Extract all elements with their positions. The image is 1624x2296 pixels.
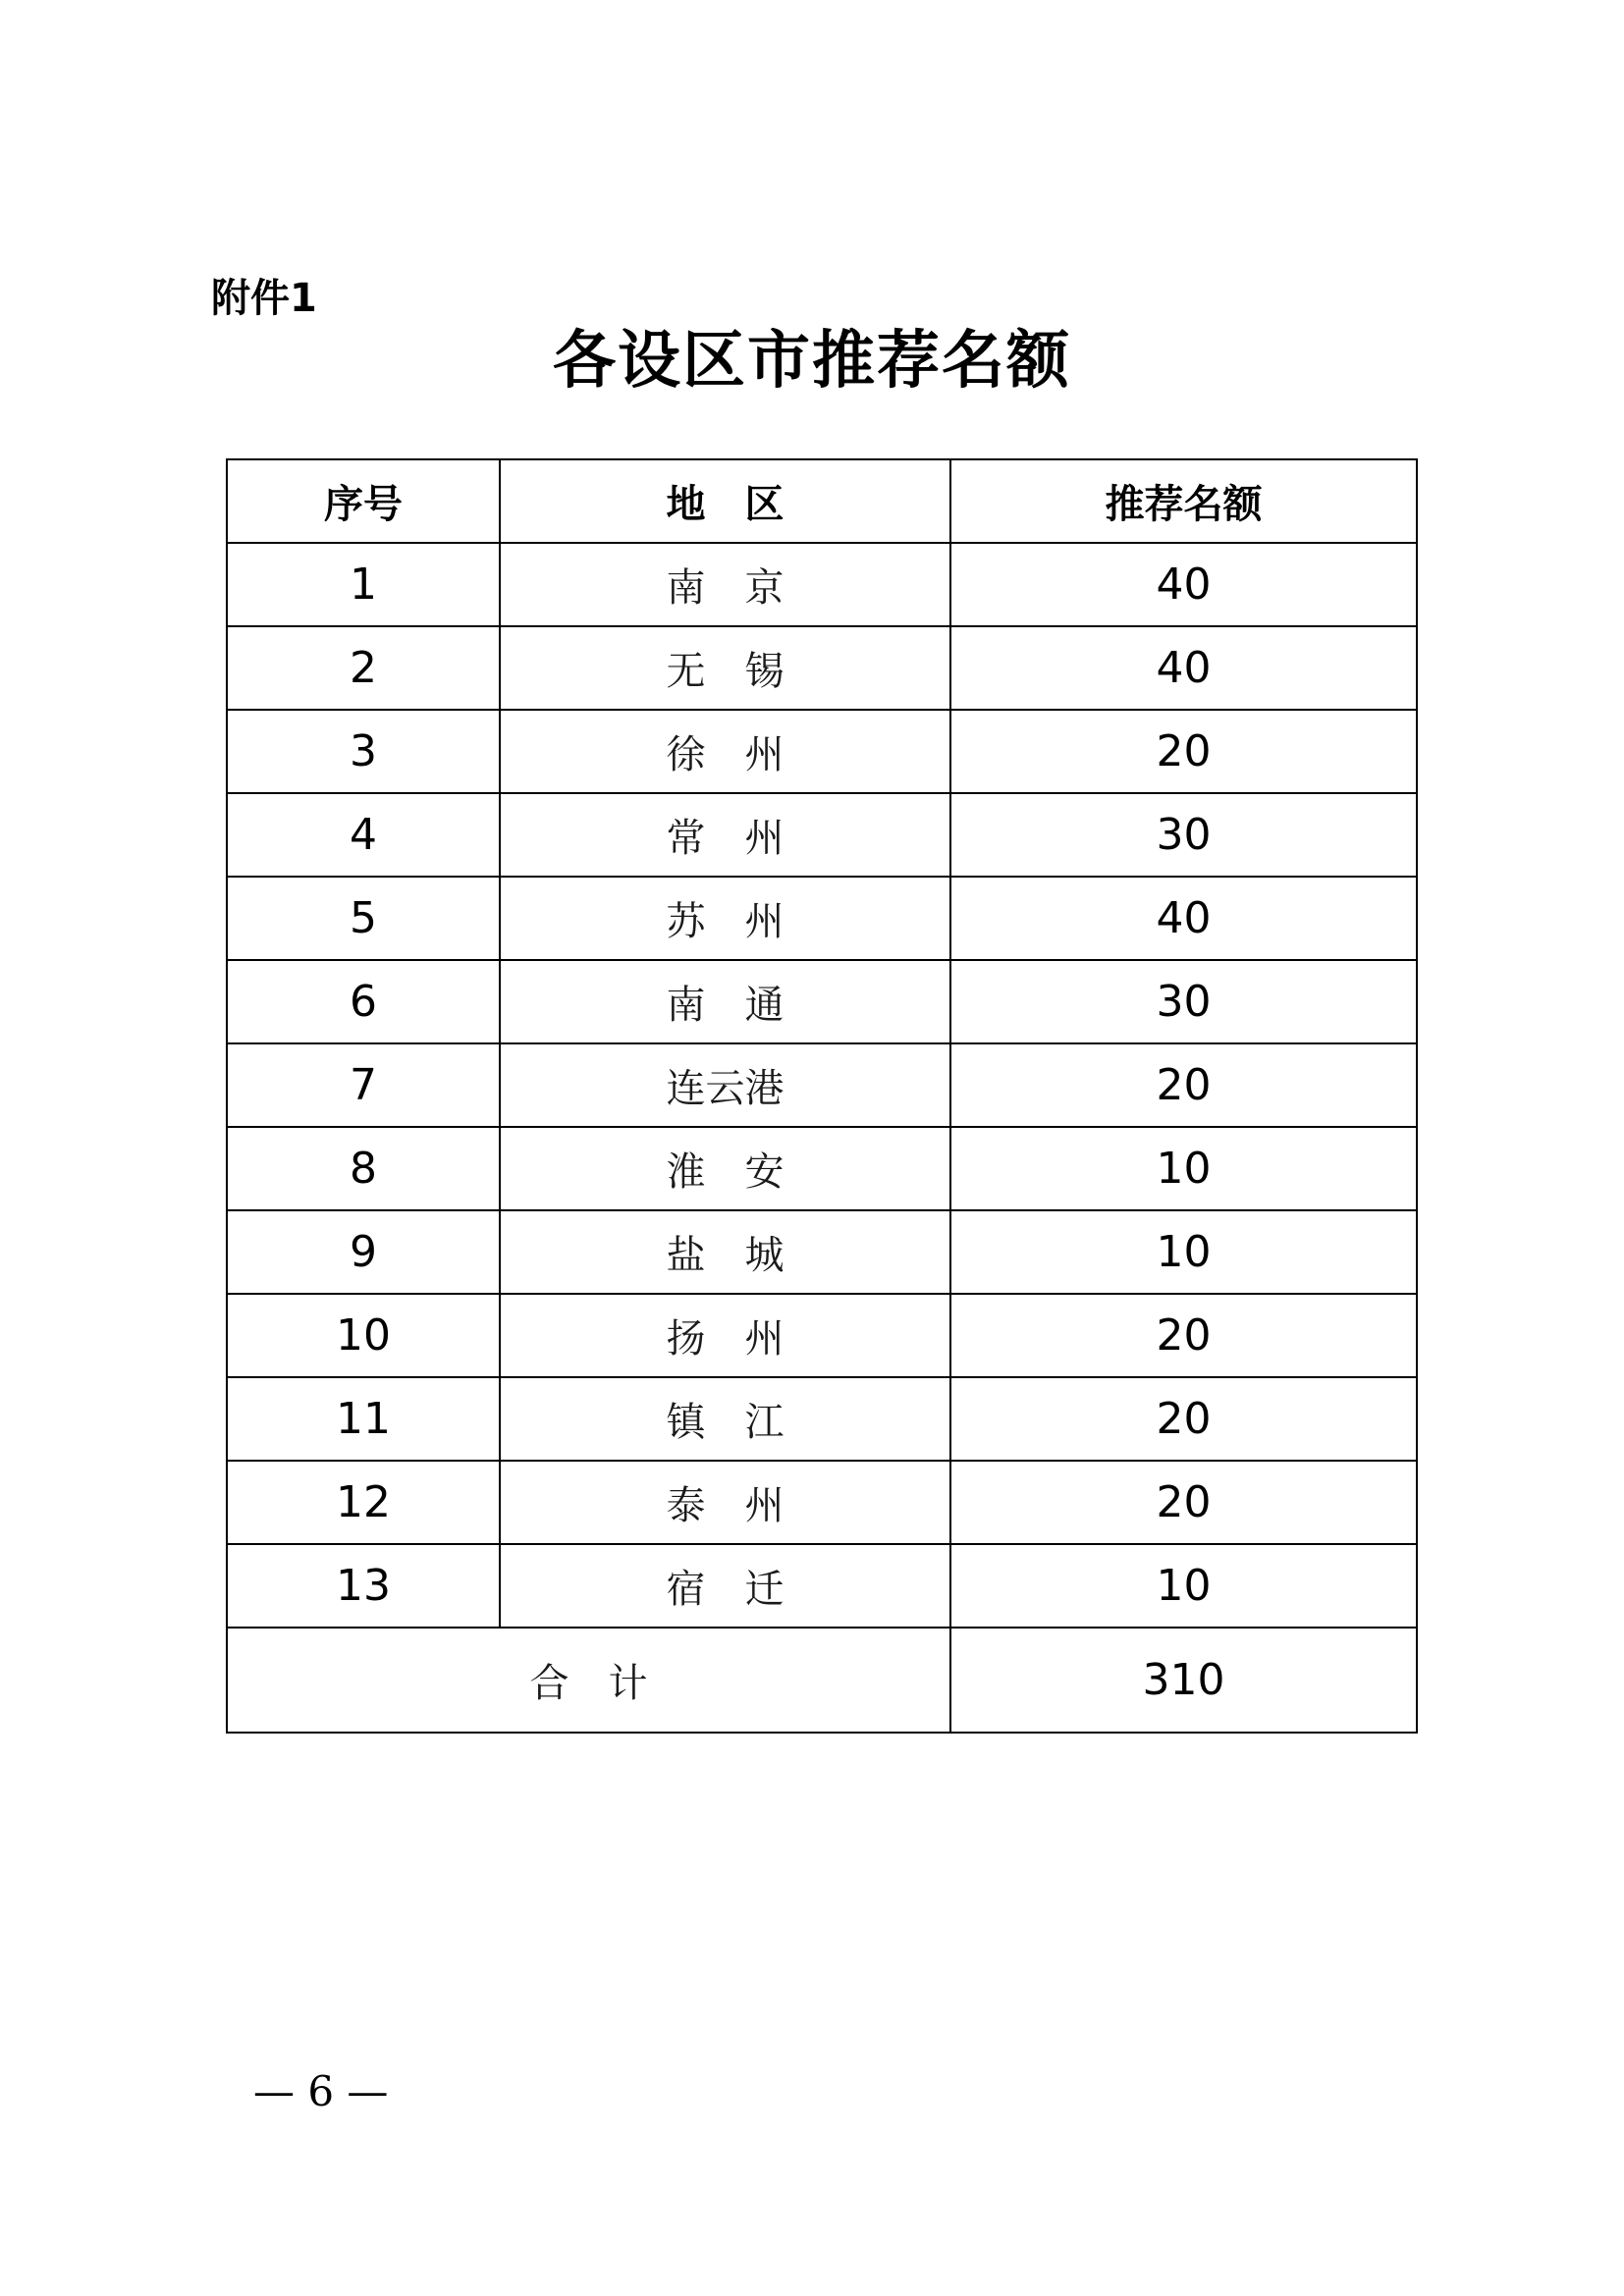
row-index: 13	[227, 1544, 500, 1628]
table-row	[227, 1210, 1417, 1294]
row-region: 泰 州	[500, 1461, 950, 1544]
quota-table	[226, 458, 1418, 1734]
table-row	[227, 960, 1417, 1043]
row-region: 徐 州	[500, 710, 950, 793]
table-row	[227, 877, 1417, 960]
row-quota: 20	[950, 1043, 1417, 1127]
row-region: 常 州	[500, 793, 950, 877]
row-index: 11	[227, 1377, 500, 1461]
row-index: 1	[227, 543, 500, 626]
row-quota: 20	[950, 1461, 1417, 1544]
row-quota: 30	[950, 793, 1417, 877]
page-title: 各设区市推荐名额	[553, 324, 1071, 398]
table-row	[227, 1544, 1417, 1628]
table-row	[227, 1294, 1417, 1377]
row-index: 8	[227, 1127, 500, 1210]
table-row	[227, 1127, 1417, 1210]
table-row	[227, 1043, 1417, 1127]
table-row	[227, 1377, 1417, 1461]
header-quota: 推荐名额	[950, 459, 1417, 543]
row-index: 3	[227, 710, 500, 793]
row-region: 南 通	[500, 960, 950, 1043]
row-index: 4	[227, 793, 500, 877]
attachment-label: 附件1	[211, 276, 317, 321]
table-row	[227, 543, 1417, 626]
total-row	[227, 1628, 1417, 1733]
page-number: — 6 —	[253, 2067, 389, 2115]
row-quota: 30	[950, 960, 1417, 1043]
row-quota: 40	[950, 877, 1417, 960]
row-index: 9	[227, 1210, 500, 1294]
total-label: 合 计	[227, 1628, 950, 1733]
row-region: 宿 迁	[500, 1544, 950, 1628]
row-index: 12	[227, 1461, 500, 1544]
header-index: 序号	[227, 459, 500, 543]
table-row	[227, 1461, 1417, 1544]
row-region: 无 锡	[500, 626, 950, 710]
row-quota: 20	[950, 1377, 1417, 1461]
row-quota: 40	[950, 543, 1417, 626]
total-value: 310	[950, 1628, 1417, 1733]
row-index: 2	[227, 626, 500, 710]
row-index: 5	[227, 877, 500, 960]
row-region: 淮 安	[500, 1127, 950, 1210]
row-region: 扬 州	[500, 1294, 950, 1377]
row-quota: 10	[950, 1127, 1417, 1210]
row-region: 苏 州	[500, 877, 950, 960]
table-row	[227, 710, 1417, 793]
table-header-row	[227, 459, 1417, 543]
row-quota: 20	[950, 710, 1417, 793]
header-region: 地 区	[500, 459, 950, 543]
row-region: 南 京	[500, 543, 950, 626]
row-index: 7	[227, 1043, 500, 1127]
table-row	[227, 626, 1417, 710]
row-quota: 40	[950, 626, 1417, 710]
row-index: 10	[227, 1294, 500, 1377]
row-region: 连云港	[500, 1043, 950, 1127]
row-quota: 10	[950, 1544, 1417, 1628]
row-quota: 20	[950, 1294, 1417, 1377]
row-region: 镇 江	[500, 1377, 950, 1461]
row-region: 盐 城	[500, 1210, 950, 1294]
row-quota: 10	[950, 1210, 1417, 1294]
table-row	[227, 793, 1417, 877]
row-index: 6	[227, 960, 500, 1043]
